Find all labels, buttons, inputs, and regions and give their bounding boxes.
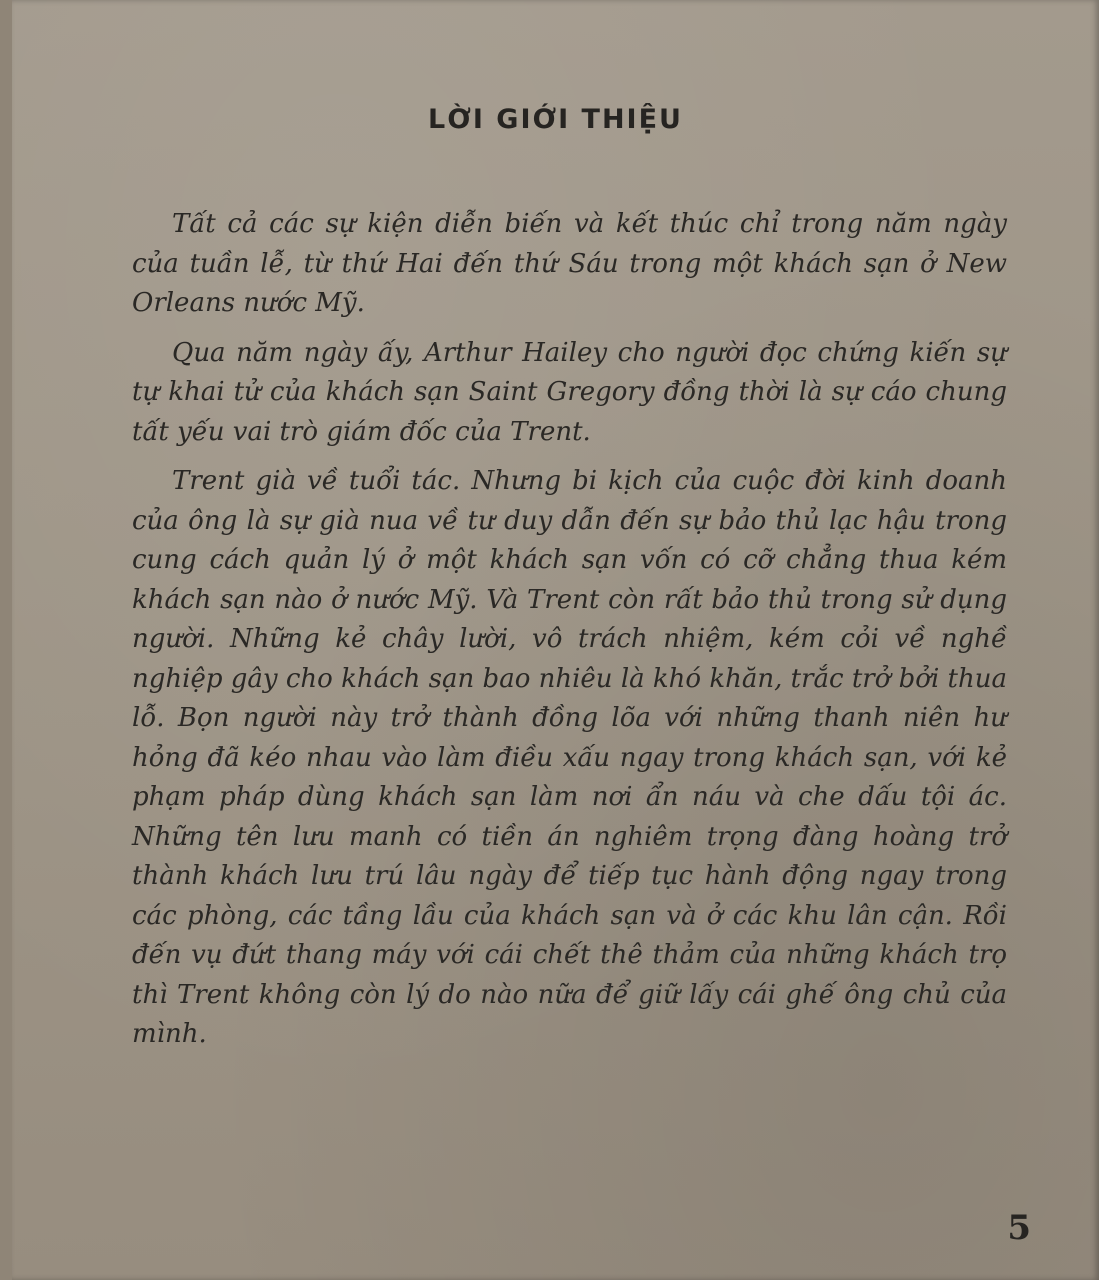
paragraph-1: Tất cả các sự kiện diễn biến và kết thúc chỉ trong năm ngày của tuần lễ, từ thứ Hai đến thứ Sáu trong một khách sạn ở New Orleans nước Mỹ.: [132, 209, 1007, 318]
body-text: [132, 205, 1007, 1065]
page-title: LỜI GIỚI THIỆU: [428, 104, 683, 135]
page-number: 5: [1007, 1208, 1031, 1248]
paragraph-2: Qua năm ngày ấy, Arthur Hailey cho người đọc chứng kiến sự tự khai tử của khách sạn Saint Gregory đồng thời là sự cáo chung tất yếu vai trò giám đốc của Trent.: [132, 337, 1007, 447]
paragraph-3: Trent già về tuổi tác. Nhưng bi kịch của cuộc đời kinh doanh của ông là sự già nua về tư duy dẫn đến sự bảo thủ lạc hậu trong cung cách quản lý ở một khách sạn vốn có cỡ chẳng thua kém khách sạn nào ở nước Mỹ. Và Trent còn rất bảo thủ trong sử dụng người. Những kẻ chây lười, vô trách nhiệm, kém cỏi về nghề nghiệp gây cho khách sạn bao nhiêu là khó khăn, trắc trở bởi thua lỗ. Bọn người này trở thành đồng lõa với những thanh niên hư hỏng đã kéo nhau vào làm điều xấu ngay trong khách sạn, với kẻ phạm pháp dùng khách sạn làm nơi ẩn náu và che dấu tội ác. Những tên lưu manh có tiền án nghiêm trọng đàng hoàng trở thành khách lưu trú lâu ngày để tiếp tục hành động ngay trong các phòng, các tầng lầu của khách sạn và ở các khu lân cận. Rồi đến vụ đứt thang máy với cái chết thê thảm của những khách trọ thì Trent không còn lý do nào nữa để giữ lấy cái ghế ông chủ của mình.: [132, 466, 1007, 1049]
book-page: [12, 0, 1099, 1280]
